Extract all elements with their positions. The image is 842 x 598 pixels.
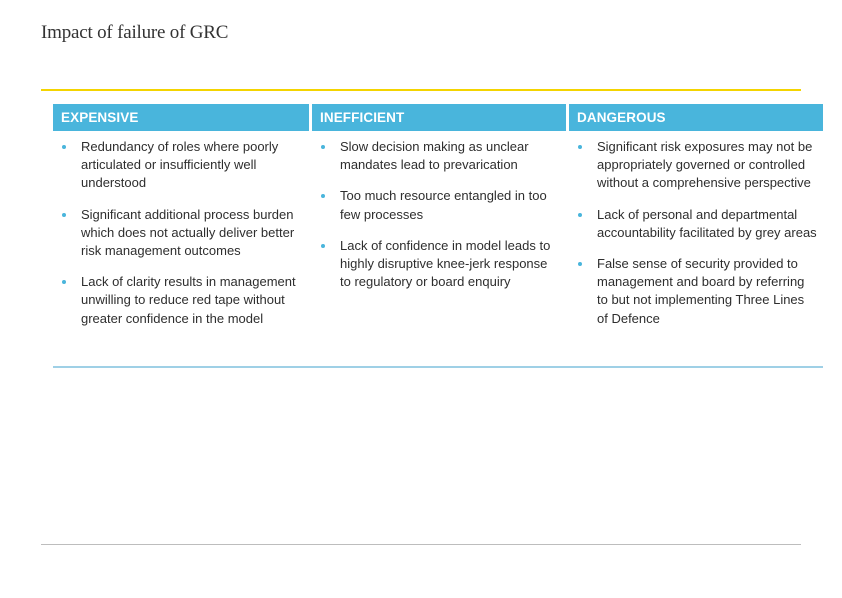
header-expensive: EXPENSIVE <box>61 110 139 125</box>
header-inefficient: INEFFICIENT <box>309 104 566 131</box>
table-header-row <box>53 104 823 131</box>
list-item <box>569 138 823 193</box>
table-body-row <box>53 131 823 366</box>
list-item-text: Significant additional process burden which does not actually deliver better risk management outcomes <box>81 206 295 259</box>
list-item-text: False sense of security provided to management and board by referring to but not implementing Three Lines of Defence <box>597 256 805 326</box>
header-dangerous: DANGEROUS <box>566 104 823 131</box>
impact-table <box>53 104 823 368</box>
bullet-icon <box>62 280 66 284</box>
list-item-text: Lack of personal and departmental accountability facilitated by grey areas <box>597 206 817 240</box>
list-item-text: Lack of clarity results in management unwilling to reduce red tape without greater confidence in the model <box>81 274 296 326</box>
footer-divider <box>41 544 801 545</box>
list-item-text: Too much resource entangled in too few processes <box>340 188 547 222</box>
list-item-text: Slow decision making as unclear mandates lead to prevarication <box>340 139 529 173</box>
bullet-icon <box>321 145 325 149</box>
list-item <box>569 255 823 328</box>
list-item <box>53 273 309 328</box>
column-inefficient <box>309 131 566 366</box>
list-item-text: Lack of confidence in model leads to highly disruptive knee-jerk response to regulatory or board enquiry <box>340 237 551 290</box>
list-item <box>312 138 566 174</box>
bullet-icon <box>62 145 66 149</box>
list-item <box>312 187 566 223</box>
dangerous-list <box>569 138 823 328</box>
expensive-list <box>53 138 309 328</box>
bullet-icon <box>62 213 66 217</box>
title-divider <box>41 89 801 91</box>
bullet-icon <box>578 213 582 217</box>
list-item <box>312 237 566 292</box>
inefficient-list <box>312 138 566 291</box>
bullet-icon <box>321 194 325 198</box>
page-title: Impact of failure of GRC <box>41 22 229 43</box>
list-item <box>569 206 823 242</box>
bullet-icon <box>321 244 325 248</box>
list-item <box>53 138 309 193</box>
bullet-icon <box>578 262 582 266</box>
list-item-text: Redundancy of roles where poorly articulated or insufficiently well understood <box>81 139 279 191</box>
bullet-icon <box>578 145 582 149</box>
list-item <box>53 206 309 261</box>
column-expensive <box>53 131 309 366</box>
column-dangerous <box>566 131 823 366</box>
list-item-text: Significant risk exposures may not be appropriately governed or controlled without a comprehensive perspective <box>597 139 813 191</box>
